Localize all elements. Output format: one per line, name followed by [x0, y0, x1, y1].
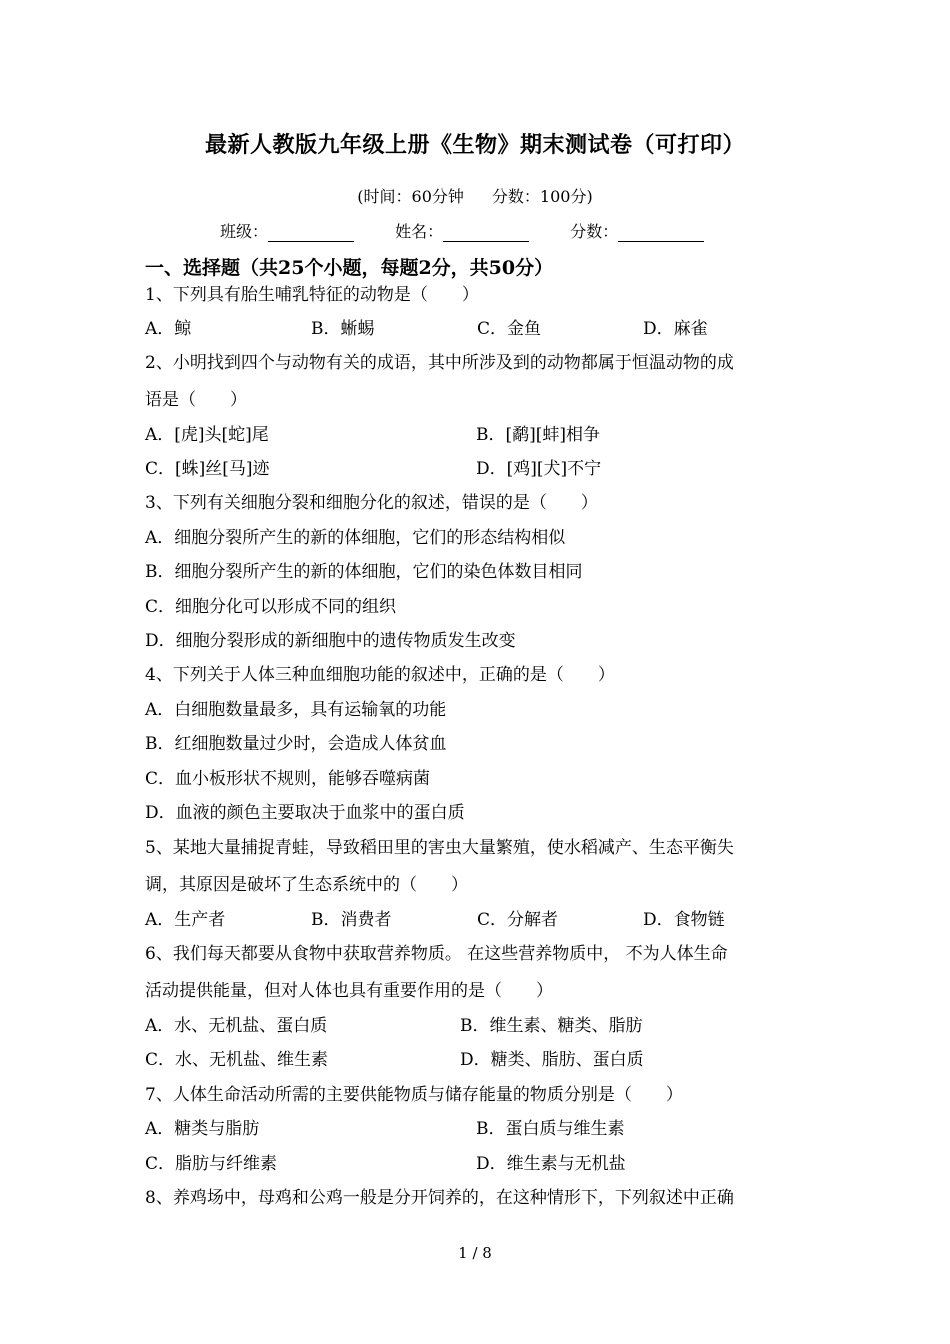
question-stem: 活动提供能量，但对人体也具有重要作用的是（ ） [145, 981, 553, 1001]
option: B．蜥蜴 [311, 319, 375, 339]
class-label: 班级： [220, 222, 269, 241]
time-info: (时间：60分钟 [357, 187, 464, 206]
option-row [145, 314, 708, 339]
score-label: 分数： [570, 222, 619, 241]
option: D．细胞分裂形成的新细胞中的遗传物质发生改变 [145, 631, 516, 651]
option-row [145, 420, 600, 445]
option: A．糖类与脂肪 [145, 1119, 260, 1139]
question-stem: 8、养鸡场中，母鸡和公鸡一般是分开饲养的，在这种情形下，下列叙述中正确 [145, 1188, 734, 1208]
option: C．分解者 [477, 910, 559, 930]
option: A．鲸 [145, 319, 192, 339]
option: C．血小板形状不规则，能够吞噬病菌 [145, 769, 431, 789]
exam-meta [0, 184, 950, 207]
option: D．维生素与无机盐 [476, 1154, 626, 1174]
option-row [145, 1011, 643, 1036]
option: B．[鹬][蚌]相争 [476, 425, 601, 445]
question-stem: 5、某地大量捕捉青蛙，导致稻田里的害虫大量繁殖，使水稻减产、生态平衡失 [145, 838, 734, 858]
option: A．白细胞数量最多，具有运输氧的功能 [145, 700, 447, 720]
option: A．[虎]头[蛇]尾 [145, 425, 269, 445]
question-stem: 1、下列具有胎生哺乳特征的动物是（ ） [145, 285, 479, 305]
option: C．金鱼 [477, 319, 542, 339]
question-stem: 6、我们每天都要从食物中获取营养物质。 在这些营养物质中， 不为人体生命 [145, 944, 728, 964]
option: A．生产者 [145, 910, 226, 930]
option-row [145, 905, 725, 930]
option: B．消费者 [311, 910, 392, 930]
option: D．糖类、脂肪、蛋白质 [460, 1050, 644, 1070]
option: A．细胞分裂所产生的新的体细胞，它们的形态结构相似 [145, 528, 566, 548]
score-blank [618, 223, 704, 242]
option: B．维生素、糖类、脂肪 [460, 1016, 643, 1036]
option: C．细胞分化可以形成不同的组织 [145, 597, 397, 617]
question-stem: 4、下列关于人体三种血细胞功能的叙述中，正确的是（ ） [145, 665, 615, 685]
page-title: 最新人教版九年级上册《生物》期末测试卷（可打印） [204, 132, 745, 158]
option-row [145, 1045, 644, 1070]
option: B．红细胞数量过少时，会造成人体贫血 [145, 734, 447, 754]
question-stem: 2、小明找到四个与动物有关的成语，其中所涉及到的动物都属于恒温动物的成 [145, 353, 734, 373]
option: D．食物链 [643, 910, 725, 930]
option: B．细胞分裂所产生的新的体细胞，它们的染色体数目相同 [145, 562, 583, 582]
option-row [145, 1149, 626, 1174]
option: A．水、无机盐、蛋白质 [145, 1016, 328, 1036]
student-fields [220, 219, 740, 242]
class-blank [268, 223, 354, 242]
option: C．[蛛]丝[马]迹 [145, 459, 270, 479]
option: D．[鸡][犬]不宁 [476, 459, 602, 479]
name-blank [443, 223, 529, 242]
question-stem: 调，其原因是破坏了生态系统中的（ ） [145, 875, 468, 895]
option: C．脂肪与纤维素 [145, 1154, 278, 1174]
option: D．麻雀 [643, 319, 708, 339]
option: B．蛋白质与维生素 [476, 1119, 625, 1139]
question-stem: 语是（ ） [145, 390, 247, 410]
option-row [145, 454, 601, 479]
score-info: 分数：100分) [491, 187, 593, 206]
section-heading: 一、选择题（共25个小题，每题2分，共50分） [145, 257, 554, 279]
name-label: 姓名： [395, 222, 444, 241]
option: C．水、无机盐、维生素 [145, 1050, 329, 1070]
page-number: 1 / 8 [458, 1244, 492, 1262]
option-row [145, 1114, 625, 1139]
question-stem: 3、下列有关细胞分裂和细胞分化的叙述，错误的是（ ） [145, 493, 598, 513]
question-stem: 7、人体生命活动所需的主要供能物质与储存能量的物质分别是（ ） [145, 1085, 683, 1105]
option: D．血液的颜色主要取决于血浆中的蛋白质 [145, 803, 465, 823]
